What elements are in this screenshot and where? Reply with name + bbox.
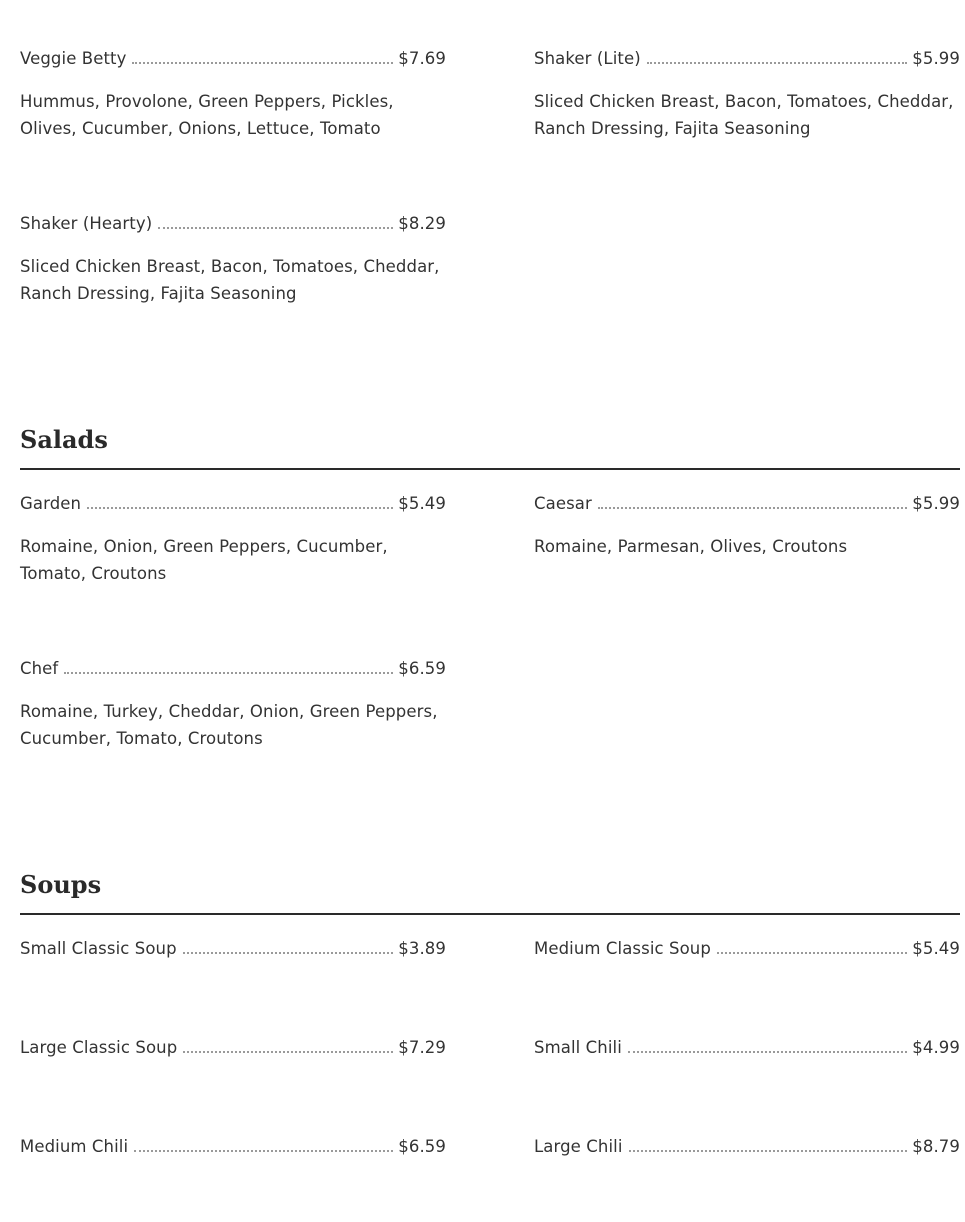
item-name: Shaker (Hearty) [20,214,153,233]
menu-item-garden [20,494,446,587]
item-name: Large Classic Soup [20,1038,178,1057]
dotted-leader [647,62,907,64]
item-price: $5.99 [912,494,960,513]
dotted-leader [158,227,393,229]
dotted-leader [629,1150,908,1152]
item-name: Small Classic Soup [20,939,177,958]
menu-item-small-classic-soup [20,939,446,959]
dotted-leader [717,952,907,954]
menu-item-large-classic-soup [20,1038,446,1058]
section-title-soups: Soups [20,870,102,899]
dotted-leader [183,952,394,954]
dotted-leader [87,507,393,509]
menu-item-large-chili [534,1137,960,1157]
menu-item-medium-classic-soup [534,939,960,959]
item-name: Large Chili [534,1137,623,1156]
item-price: $3.89 [398,939,446,958]
menu-item-shaker-hearty [20,214,446,307]
item-price: $5.99 [912,49,960,68]
dotted-leader [134,1150,393,1152]
menu-item-caesar [534,494,960,560]
item-price: $7.69 [398,49,446,68]
menu-item-veggie-betty [20,49,446,142]
item-price: $7.29 [398,1038,446,1057]
item-price: $6.59 [398,659,446,678]
menu-item-chef [20,659,446,752]
item-name: Chef [20,659,59,678]
item-price: $4.99 [912,1038,960,1057]
item-name: Garden [20,494,82,513]
item-description: Romaine, Parmesan, Olives, Croutons [534,537,848,556]
item-price: $8.29 [398,214,446,233]
item-name: Shaker (Lite) [534,49,641,68]
item-price: $5.49 [912,939,960,958]
item-name: Medium Classic Soup [534,939,711,958]
section-title-salads: Salads [20,425,108,454]
item-name: Small Chili [534,1038,622,1057]
item-price: $6.59 [398,1137,446,1156]
section-divider [20,468,960,470]
item-description: Romaine, Onion, Green Peppers, Cucumber, Tomato, Croutons [20,537,388,583]
menu-item-medium-chili [20,1137,446,1157]
item-price: $5.49 [398,494,446,513]
item-name: Medium Chili [20,1137,129,1156]
dotted-leader [64,672,393,674]
item-description: Hummus, Provolone, Green Peppers, Pickles, Olives, Cucumber, Onions, Lettuce, Tomato [20,92,394,138]
item-description: Sliced Chicken Breast, Bacon, Tomatoes, Cheddar, Ranch Dressing, Fajita Seasoning [534,92,954,138]
item-name: Caesar [534,494,592,513]
item-name: Veggie Betty [20,49,127,68]
menu-item-small-chili [534,1038,960,1058]
dotted-leader [628,1051,907,1053]
item-price: $8.79 [912,1137,960,1156]
section-divider [20,913,960,915]
menu-item-shaker-lite [534,49,960,142]
dotted-leader [132,62,393,64]
item-description: Sliced Chicken Breast, Bacon, Tomatoes, Cheddar, Ranch Dressing, Fajita Seasoning [20,257,440,303]
dotted-leader [598,507,907,509]
dotted-leader [183,1051,393,1053]
item-description: Romaine, Turkey, Cheddar, Onion, Green Peppers, Cucumber, Tomato, Croutons [20,702,438,748]
